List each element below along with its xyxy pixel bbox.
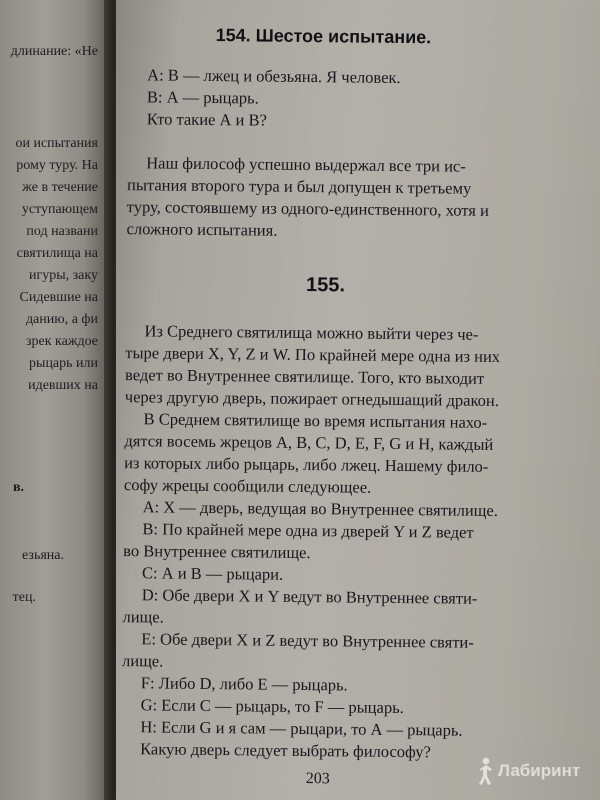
left-page-line: тец.	[12, 590, 36, 605]
left-page-line: рыцарь или	[29, 356, 98, 371]
priest-statement-f: F: Либо D, либо E — рыцарь.	[140, 673, 348, 695]
left-page-line: под названи	[26, 224, 98, 239]
left-page-line: рому туру. На	[16, 158, 98, 173]
final-question: Какую дверь следует выбрать философу?	[140, 739, 432, 762]
problem-155-line: ведет во Внутреннее святилище. Того, кто выходит	[124, 365, 485, 388]
priest-statement-d: D: Обе двери X и Y ведут во Внутреннее святи-	[141, 585, 478, 608]
paragraph-line: Наш философ успешно выдержал все три ис-	[146, 153, 466, 176]
left-page	[0, 0, 112, 800]
paragraph-line: сложного испытания.	[126, 219, 278, 240]
question-line: Кто такие А и В?	[146, 109, 267, 130]
statement-line: В: А — рыцарь.	[146, 87, 259, 108]
problem-155-line: через другую дверь, пожирает огнедышащий дракон.	[124, 387, 499, 411]
watermark-logo	[476, 756, 580, 786]
left-page-line: зрек каждое	[25, 334, 98, 349]
problem-155-line: Из Среднего святилища можно выйти через че-	[144, 321, 479, 344]
problem-154-heading: 154. Шестое испытание.	[215, 25, 432, 48]
left-page-line: езьяна.	[22, 548, 64, 563]
left-page-line: же в течение	[22, 180, 98, 195]
left-page-line: игуры, заку	[29, 268, 98, 283]
problem-155-line: софу жрецы сообщили следующее.	[123, 475, 372, 497]
priest-statement-c: С: А и В — рыцари.	[141, 563, 284, 584]
left-page-line: святилища на	[16, 246, 98, 261]
priest-statement-b: В: По крайней мере одна из дверей Y и Z ведет	[142, 519, 474, 542]
priest-statement-e: Е: Обе двери X и Z ведут во Внутреннее святи-	[141, 629, 474, 652]
left-page-line: длинание: «Не	[10, 44, 98, 59]
priest-statement-d-cont: лище.	[122, 607, 164, 627]
priest-statement-g: G: Если С — рыцарь, то F — рыцарь.	[140, 695, 404, 718]
paragraph-line: пытания второго тура и был допущен к третьему	[126, 175, 472, 198]
page-number: 203	[305, 770, 330, 788]
left-page-line: Сидевшие на	[19, 290, 98, 305]
problem-155-line: В Среднем святилище во время испытания нахо-	[143, 409, 488, 432]
priest-statement-a: А: X — дверь, ведущая во Внутреннее святилище.	[142, 497, 498, 521]
problem-155-line: дятся восемь жрецов A, B, C, D, E, F, G и H, каждый	[124, 431, 494, 454]
left-page-line: в.	[12, 480, 24, 495]
left-page-line: уступающем	[21, 202, 98, 217]
paragraph-line: туру, состоявшему из одного-единственного, хотя и	[126, 197, 490, 220]
priest-statement-e-cont: лище.	[121, 651, 164, 671]
priest-statement-h: H: Если G и я сам — рыцари, то А — рыцарь.	[140, 717, 463, 740]
statement-line: А: В — лжец и обезьяна. Я человек.	[147, 65, 401, 87]
watermark-text: Лабиринт	[498, 761, 581, 780]
left-page-line: данию, а фи	[25, 312, 98, 327]
left-page-line: идевших на	[28, 378, 98, 393]
problem-155-heading: 155.	[305, 274, 346, 297]
left-page-line: ои испытания	[15, 136, 98, 151]
problem-155-line: тыре двери X, Y, Z и W. По крайней мере одна из них	[125, 343, 501, 367]
labyrinth-figure-icon	[476, 756, 496, 786]
problem-155-line: из которых либо рыцарь, либо лжец. Нашему фило-	[124, 453, 489, 476]
right-page	[116, 0, 600, 800]
priest-statement-b-cont: во Внутреннее святилище.	[123, 541, 311, 563]
